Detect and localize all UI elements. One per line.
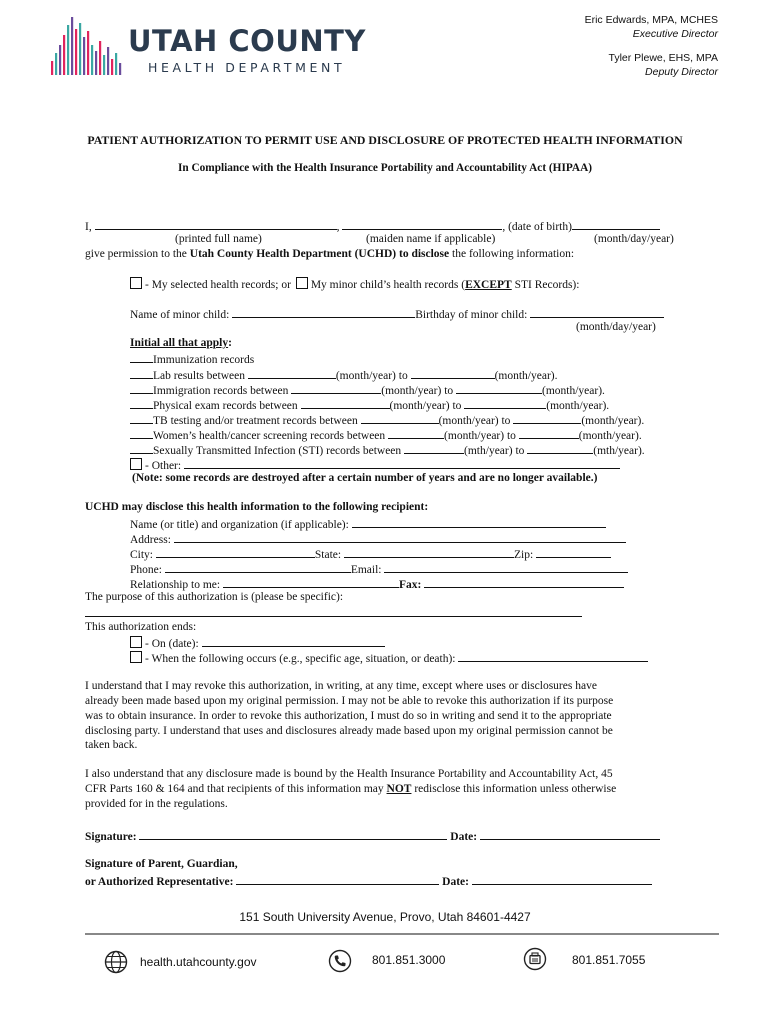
logo-bar: [111, 59, 113, 75]
maiden-name-field[interactable]: [342, 218, 502, 230]
to-label: (month/year) to: [335, 370, 411, 382]
logo-bar: [107, 47, 109, 75]
minor-records-post: STI Records):: [511, 279, 580, 291]
minor-bday-field[interactable]: [530, 306, 664, 318]
minor-records-checkbox[interactable]: [296, 277, 308, 289]
initial-colon: :: [228, 337, 232, 349]
to-date-field[interactable]: [456, 382, 542, 394]
initial-heading: [130, 337, 232, 349]
form-subtitle: In Compliance with the Health Insurance Portability and Accountability Act (HIPAA): [177, 162, 592, 174]
i-label: I,: [85, 221, 92, 233]
revoke-line-2: already been made based upon my original permission. I may not be able to revoke this authorization if its purpose: [85, 695, 614, 707]
from-date-field[interactable]: [404, 442, 464, 454]
footer-phone[interactable]: 801.851.3000: [372, 953, 446, 967]
initial-field[interactable]: [130, 383, 153, 394]
initial-field[interactable]: [130, 398, 153, 409]
phone-field[interactable]: [165, 561, 351, 573]
revoke-line-1: I understand that I may revoke this authorization, in writing, at any time, except where uses or disclosures have: [85, 680, 597, 692]
from-date-field[interactable]: [301, 397, 390, 409]
logo-mark: [50, 17, 122, 75]
minor-bday-label: Birthday of minor child:: [415, 309, 531, 321]
logo-bar: [103, 55, 105, 75]
org-subtitle: HEALTH DEPARTMENT: [148, 60, 346, 75]
logo-bar: [83, 37, 85, 75]
hipaa-line-1: I also understand that any disclosure made is bound by the Health Insurance Portability and Accountability Act, 45: [85, 768, 613, 780]
caption-dob: (month/day/year): [594, 233, 674, 245]
recipient-name-label: Name (or title) and organization (if applicable):: [130, 519, 352, 531]
ends-when-field[interactable]: [458, 650, 648, 662]
fax-field[interactable]: [424, 576, 624, 588]
recipient-heading: UCHD may disclose this health information to the following recipient:: [85, 501, 429, 513]
except-label: EXCEPT: [465, 279, 512, 291]
date-label: Date:: [442, 876, 472, 888]
parent-date-field[interactable]: [472, 873, 652, 885]
footer-fax[interactable]: 801.851.7055: [572, 953, 646, 967]
zip-label: Zip:: [513, 549, 537, 561]
logo-bar: [75, 29, 77, 75]
staff-role-1: Executive Director: [632, 28, 718, 40]
purpose-label: The purpose of this authorization is (please be specific):: [85, 591, 344, 603]
phone-icon: [328, 949, 352, 973]
ends-on-checkbox[interactable]: [130, 636, 142, 648]
end-label: (month/year).: [494, 370, 558, 382]
parent-sig-label-2: or Authorized Representative:: [85, 876, 237, 888]
staff-name-2: Tyler Plewe, EHS, MPA: [608, 52, 718, 64]
printed-name-field[interactable]: [95, 218, 337, 230]
record-label: Immigration records between: [153, 385, 292, 397]
to-label: (month/year) to: [381, 385, 457, 397]
state-field[interactable]: [344, 546, 514, 558]
staff-role-2: Deputy Director: [645, 66, 718, 78]
end-label: (mth/year).: [593, 445, 645, 457]
other-label: - Other:: [145, 460, 184, 472]
hipaa-line-2: [85, 783, 616, 795]
to-label: (month/year) to: [438, 415, 514, 427]
logo-bar: [67, 25, 69, 75]
logo-bar: [95, 51, 97, 75]
record-sti: [130, 442, 645, 457]
parent-sig-label-1: Signature of Parent, Guardian,: [85, 858, 238, 870]
records-options: [130, 277, 579, 291]
ends-when-checkbox[interactable]: [130, 651, 142, 663]
revoke-line-4: disclosing party. I understand that uses and disclosures already made based upon my original permission cannot be: [85, 725, 613, 737]
record-label: TB testing and/or treatment records between: [153, 415, 361, 427]
record-label: Sexually Transmitted Infection (STI) records between: [153, 445, 405, 457]
email-field[interactable]: [384, 561, 628, 573]
logo-bar: [59, 45, 61, 75]
not-label: NOT: [386, 783, 412, 795]
address-label: Address:: [130, 534, 174, 546]
record-label: Physical exam records between: [153, 400, 301, 412]
ends-label: This authorization ends:: [85, 621, 197, 633]
initial-field[interactable]: [130, 352, 153, 363]
recipient-relationship-line: [130, 576, 624, 591]
perm-post: the following information:: [449, 248, 575, 260]
staff-name-1: Eric Edwards, MPA, MCHES: [584, 14, 718, 26]
other-field[interactable]: [184, 457, 620, 469]
minor-bday-caption: (month/day/year): [576, 321, 656, 333]
recipient-address-line: [130, 531, 626, 546]
record-tb: [130, 412, 644, 427]
org-name: UTAH COUNTY: [128, 24, 366, 58]
to-label: (mth/year) to: [464, 445, 528, 457]
recipient-name-field[interactable]: [352, 516, 606, 528]
caption-maiden: (maiden name if applicable): [366, 233, 496, 245]
footer-website[interactable]: health.utahcounty.gov: [140, 955, 257, 969]
logo-bar: [99, 41, 101, 75]
minor-records-label: My minor child’s health records (: [310, 279, 466, 291]
logo-bar: [71, 17, 73, 75]
to-date-field[interactable]: [411, 367, 495, 379]
record-immigration: [130, 382, 605, 397]
to-label: (month/year) to: [444, 430, 519, 442]
dob-field[interactable]: [572, 218, 660, 230]
end-label: (month/year).: [578, 430, 642, 442]
recipient-phone-line: [130, 561, 628, 576]
purpose-field[interactable]: [85, 616, 582, 617]
recipient-city-line: [130, 546, 611, 561]
city-label: City:: [130, 549, 156, 561]
city-field[interactable]: [156, 546, 315, 558]
footer-address: 151 South University Avenue, Provo, Utah 84601-4427: [239, 910, 531, 924]
logo-bar: [79, 23, 81, 75]
from-date-field[interactable]: [248, 367, 336, 379]
records-note: (Note: some records are destroyed after a certain number of years and are no longer available.): [132, 472, 598, 484]
minor-child-line: [130, 306, 664, 321]
record-label: Lab results between: [153, 370, 248, 382]
hipaa-line-3: provided for in the regulations.: [85, 798, 228, 810]
my-records-label: - My selected health records; or: [145, 279, 291, 291]
logo-bar: [119, 63, 121, 75]
initial-field[interactable]: [130, 443, 153, 454]
from-date-field[interactable]: [361, 412, 439, 424]
footer-divider: [85, 933, 719, 935]
comma: ,: [336, 221, 340, 233]
initial-field[interactable]: [130, 428, 153, 439]
phone-label: Phone:: [130, 564, 165, 576]
relationship-label: Relationship to me:: [130, 579, 223, 591]
other-checkbox[interactable]: [130, 458, 142, 470]
logo-bar: [51, 61, 53, 75]
relationship-field[interactable]: [223, 576, 399, 588]
record-label: Women’s health/cancer screening records between: [153, 430, 389, 442]
initial-field[interactable]: [130, 368, 153, 379]
record-immunization: [130, 352, 254, 366]
fax-label: Fax:: [398, 579, 425, 591]
address-field[interactable]: [174, 531, 626, 543]
permission-line: [85, 248, 574, 260]
parent-signature-field[interactable]: [236, 873, 439, 885]
to-label: (month/year) to: [389, 400, 465, 412]
dob-label: , (date of birth): [502, 221, 572, 233]
to-date-field[interactable]: [464, 397, 546, 409]
to-date-field[interactable]: [513, 412, 581, 424]
end-label: (month/year).: [542, 385, 605, 397]
record-label: Immunization records: [153, 354, 255, 366]
perm-bold: Utah County Health Department (UCHD) to disclose: [189, 248, 450, 260]
revoke-line-3: was to obtain insurance. In order to revoke this authorization, I must do so in writing and send it to the appropriate: [85, 710, 612, 722]
ends-on-line: [130, 635, 385, 650]
perm-pre: give permission to the: [85, 248, 190, 260]
ends-on-date-field[interactable]: [202, 635, 385, 647]
form-title: PATIENT AUTHORIZATION TO PERMIT USE AND DISCLOSURE OF PROTECTED HEALTH INFORMATION: [87, 133, 683, 147]
hipaa-post: redisclose this information unless otherwise: [411, 783, 617, 795]
date-label: Date:: [450, 831, 480, 843]
ends-on-label: - On (date):: [145, 638, 202, 650]
to-date-field[interactable]: [527, 442, 593, 454]
initial-field[interactable]: [130, 413, 153, 424]
logo-bar: [115, 53, 117, 75]
hipaa-pre: CFR Parts 160 & 164 and that recipients of this information may: [85, 783, 387, 795]
record-lab: [130, 367, 558, 382]
from-date-field[interactable]: [291, 382, 381, 394]
state-label: State:: [314, 549, 344, 561]
initial-label: Initial all that apply: [130, 337, 229, 349]
ends-when-line: [130, 650, 648, 665]
revoke-line-5: taken back.: [85, 739, 138, 751]
end-label: (month/year).: [546, 400, 610, 412]
ends-when-label: - When the following occurs (e.g., specific age, situation, or death):: [145, 653, 459, 665]
end-label: (month/year).: [581, 415, 645, 427]
my-records-checkbox[interactable]: [130, 277, 142, 289]
from-date-field[interactable]: [388, 427, 444, 439]
logo-bar: [87, 31, 89, 75]
logo-bar: [63, 35, 65, 75]
minor-name-field[interactable]: [232, 306, 415, 318]
record-physical: [130, 397, 609, 412]
patient-line: [85, 218, 660, 233]
signature-label: Signature:: [85, 831, 140, 843]
caption-name: (printed full name): [175, 233, 262, 245]
to-date-field[interactable]: [519, 427, 579, 439]
fax-icon: [523, 947, 547, 971]
record-womens: [130, 427, 642, 442]
logo-bar: [91, 45, 93, 75]
email-label: Email:: [350, 564, 385, 576]
logo-bar: [55, 53, 57, 75]
date-field[interactable]: [480, 828, 660, 840]
globe-icon: [104, 950, 128, 974]
signature-field[interactable]: [139, 828, 447, 840]
record-other: [130, 457, 620, 472]
parent-signature-line: [85, 873, 652, 888]
signature-line: [85, 828, 660, 843]
minor-name-label: Name of minor child:: [130, 309, 233, 321]
recipient-name-line: [130, 516, 606, 531]
zip-field[interactable]: [536, 546, 611, 558]
